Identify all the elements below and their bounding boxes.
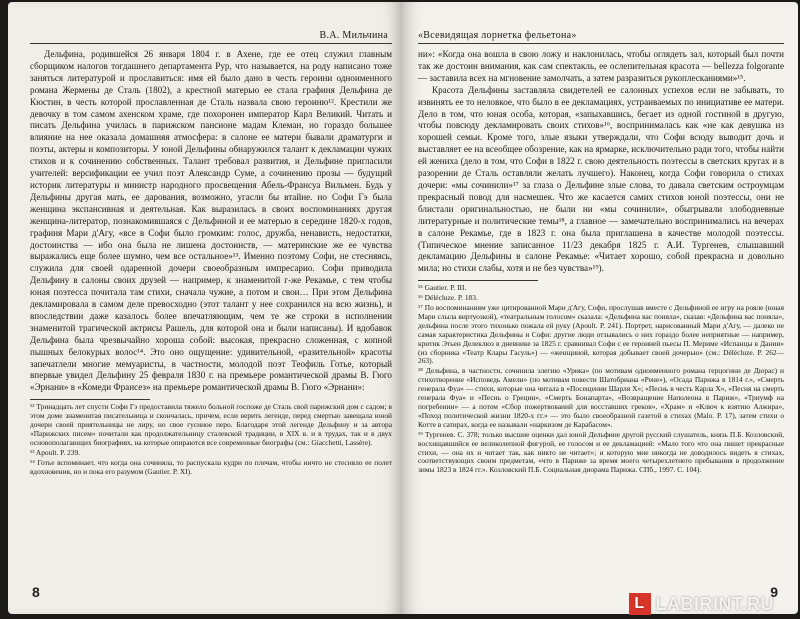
footnote: ¹² Тринадцать лет спусти Софи Гэ предоставила тяжело больной госпоже де Сталь свой парижский дом с садом; в этом доме знаменитая писательница и скончалась, причем, если верить легенде, перед смертью завещала юной дочери своей приятельницы не лиру, но свое гусиное перо. Благодаря этой легенде Дельфину и за автора «Парижских писем» почитали как продолжательницу сталевской традиции, в XIX в. и в трудах, так и в двух основополагающих биографиях, на которые опираются все современные биографы (см.: Giacchetti, Lassère). — [30, 402, 392, 447]
left-paragraph: Дельфина, родившейся 26 января 1804 г. в Ахене, где ее отец служил главным сборщиком налогов тогдашнего департамента Рур, что называется, на роду написано тоже заняться литературой и прославиться: имя ей было дано в честь героини одноименного романа Жермены де Сталь (1802), а крестной матерью ее стала графиня Дельфина де Кюстин, в честь которой прославленная де Сталь назвала свою героиню¹². Крестили же девочку в том самом ахенском храме, где похоронен император Карл Великий. Читать и писать Дельфина училась в парижском пансионе мадам Клеман, но гораздо большее влияние на нее оказала домашняя атмосфера: в салоне ее матери бывали драматурги и поэты, актеры и композиторы. У юной Дельфины обнаружился талант к декламации чужих стихов и к сочинению собственных. Талант требовал развития, и Дельфине пригласили учителей: версификации ее учил поэт Александр Суме, а сочинению прозы — будущий историк литературы и министр народного просвещения Абель-Франсуа Вильмен. Будь у Дельфины другая мать, ее дарования, возможно, угасли бы втайне. но Софи Гэ была женщина экспансивная и деятельная. Как выразилась в своих воспоминаниях другая женщина-литератор, познакомившаяся с Дельфиной и ее матерью в середине 1820-х годов, графиня Мари д'Агу, «все в Софи было громким: голос, дружба, ненависть, недостатки, достоинства — ибо она была не лишена достоинств, — материнские же ее чувства выражались еще более шумно, чем все остальное»¹³. Именно поэтому Софи, не стесняясь, служила для своей одаренной дочери своеобразным импресарио. Софи приводила Дельфину в салоны своих друзей — например, к знаменитой г-же Рекамье, с тем чтобы юная поэтесса почитала там стихи, сначала чужие, а потом и свои… При этом Дельфина декламировала в самом деле превосходно (этот талант у нее сохранился на всю жизнь), и впоследствии даже казалось более впечатляющим, чем те же строки в исполнении знаменитой трагической актрисы Рашель, для которой она и были написаны). И вдобавок Дельфина была чрезвычайно хороша собой: высокая, прекрасно сложенная, с копной пышных белокурых волос¹⁴. Это оно ощущение: удивительной, «разительной» красоты запечатлели многие мемуаристы, в частности, молодой поэт Теофиль Готье, который впервые увидел Дельфину 25 февраля 1830 г. на премьере романтической драмы В. Гюго «Эрнани» в «Комеди Франсез» на премьере романтической драмы В. Гюго «Эрнани»: — [30, 49, 392, 393]
page-number-left: 8 — [32, 584, 40, 600]
labirint-logo-icon: L — [629, 593, 651, 615]
right-paragraph: Красота Дельфины заставляла свидетелей ее салонных успехов если не забывать, то извинять ее то неловкое, что было в ее декламациях, устраиваемых по инициативе ее матери. Дело в том, что юная особа, которая, «запыхавшись, бегает из одной гостиной в другую, чтобы повсюду декламировать своих стихов»¹⁶, воспринималась как «не как девушка из хорошей семьи. Кроме того, злые языки утверждали, что Софи всюду выводит дочь и выставляет ее на всеобщее обозрение, как на ярмарке, исключительно ради того, чтобы найти ей жениха (дело в том, что Софи в 1822 г. свою деятельность поэтессы в светских кругах и в разорении де Сталь оставляли желать лучшего). Наконец, когда Софи говорила о стихах дочери: «мы сочинили»¹⁷ за глаза о Дельфине злые слова, то давала светским остроумцам прекрасный повод для насмешек. Что же касается самих стихов юной поэтессы, они не блистали оригинальностью, не были ни «мы сочинили», обыгрывали злободневные литературные и политические темы¹⁸, а главное — замечательно воспринимались на вечерах в салоне Рекамье, где в 1823 г. она была приглашена в качестве молодой поэтессы. (Типическое мнение записанное 11/23 декабря 1825 г. А.И. Тургенев, слышавший декламацию Дельфины в салоне Рекамье: «Читает хорошо, собой прекрасна и довольно мила; но стихи слабы, хотя и не без чувства»¹⁹). — [418, 84, 784, 274]
footnote-rule — [418, 280, 538, 281]
right-page — [402, 2, 798, 614]
left-page — [8, 2, 402, 614]
footnote: ¹³ Apoult. P. 239. — [30, 447, 81, 457]
book-spread — [8, 2, 798, 614]
left-footnotes — [30, 403, 392, 476]
labirint-watermark — [629, 593, 775, 615]
watermark-text: LABIRINT.RU — [655, 593, 774, 614]
footnote: ¹⁶ Délécluze. P. 183. — [418, 293, 478, 303]
right-body-text — [418, 49, 784, 275]
running-head-right: «Всевидящая лорнетка фельетона» — [418, 30, 784, 44]
page-number-right: 9 — [770, 584, 778, 600]
footnote: ¹⁸ Дельфина, в частности, сочинила элегию «Урика» (по мотивам одноименного романа герцогини де Дюрас) и стихотворение «Исповедь Амели» (по мотивам повести Шатобриана «Рене»), «Осада Парижа в 1814 г.», «Смерть генерала Фуа» — стихи, которые она читала в «Посещении Шарля Х»; «Песнь в честь Карла Х», «Песня на смерть генерала Фуа» и «Песнь о Греции», «Смерть Бонапарта», «Возвращение Наполеона в Париж», «Триумф на погребении» — а потом «Сбор пожертвований для восставших греков», «Храм» и «Ключ к взятию Алжира», «Поход политической жизни 1820-х гг.» — это было своеобразной газетой в стихах (Malo. P. 17), затем стихи о Котте в сатирах, когда ее называли «наркизом де Карабасом». — [418, 366, 784, 429]
footnote: ¹⁴ Готье вспоминает, что когда она сочиняла, то распускала кудри по плечам, чтобы ничто не стесняло ее полет вдохновения, но и пока его разумом (Gautier. P. XI). — [30, 457, 392, 476]
right-footnotes — [418, 284, 784, 475]
running-head-left: В.А. Мильчина — [30, 30, 392, 44]
footnote: ¹⁷ По воспоминаниям уже цитированной Мари д'Агу, Софи, прослушав вместе с Дельфиной ее игру на рояле (юная Мари слыла виртуозкой), «театральным голосом» сказала: «Дельфина вас поняла», сказав: «Дельфина вас поняла», дельфина после этого тихонько пожала ей руку (Apoult. P. 241). Портрет, нарисованный Мари д'Агу, — далеко не самая характеристика Дельфины и Софи: другие люди отзывались о них гораздо более неприятные — например, критик Этьен Делеклюз в дневнике за 1825 г. сравнивал Софи с ее героиней пьесы П. Мериме «Испанцы в Дании» (из сборника «Театр Клары Гасуль») — «женщиной, которая добывает своей дочерью» (см.: Délécluze. P. 262—263). — [418, 303, 784, 366]
footnote: ¹⁵ Gautier. P. III. — [418, 283, 467, 293]
left-body-text — [30, 49, 392, 394]
right-paragraph: ни»: «Когда она вошла в свою ложу и наклонилась, чтобы оглядеть зал, который был почти так же достоин внимания, как сам спектакль, ее ослепительная красота — bellezza folgorante — заставила всех на мгновение замолчать, а затем разразиться рукоплесканиями»¹⁵. — [418, 49, 784, 83]
footnote-rule — [30, 399, 150, 400]
footnote: ¹⁹ Тургенев. С. 378; только высшие оценки дал юной Дельфине другой русский слушатель, князь П.Б. Козловский, восхищавшийся ее великолепной фигурой, ее голосом и ее декламацией: «Мало того что она пишет прекрасные стихи, — она их и читает так, как никто не читает»; и которую мне никогда не доводилось видеть в стихах, соответствующих своим предметам, «что в Париже за время моего четырехлетнего пребывания в продолжение зимы 1823 в 1824 гг.». Козловский П.Б. Социальная диорама Парижа. СПб., 1997. С. 104). — [418, 429, 784, 475]
